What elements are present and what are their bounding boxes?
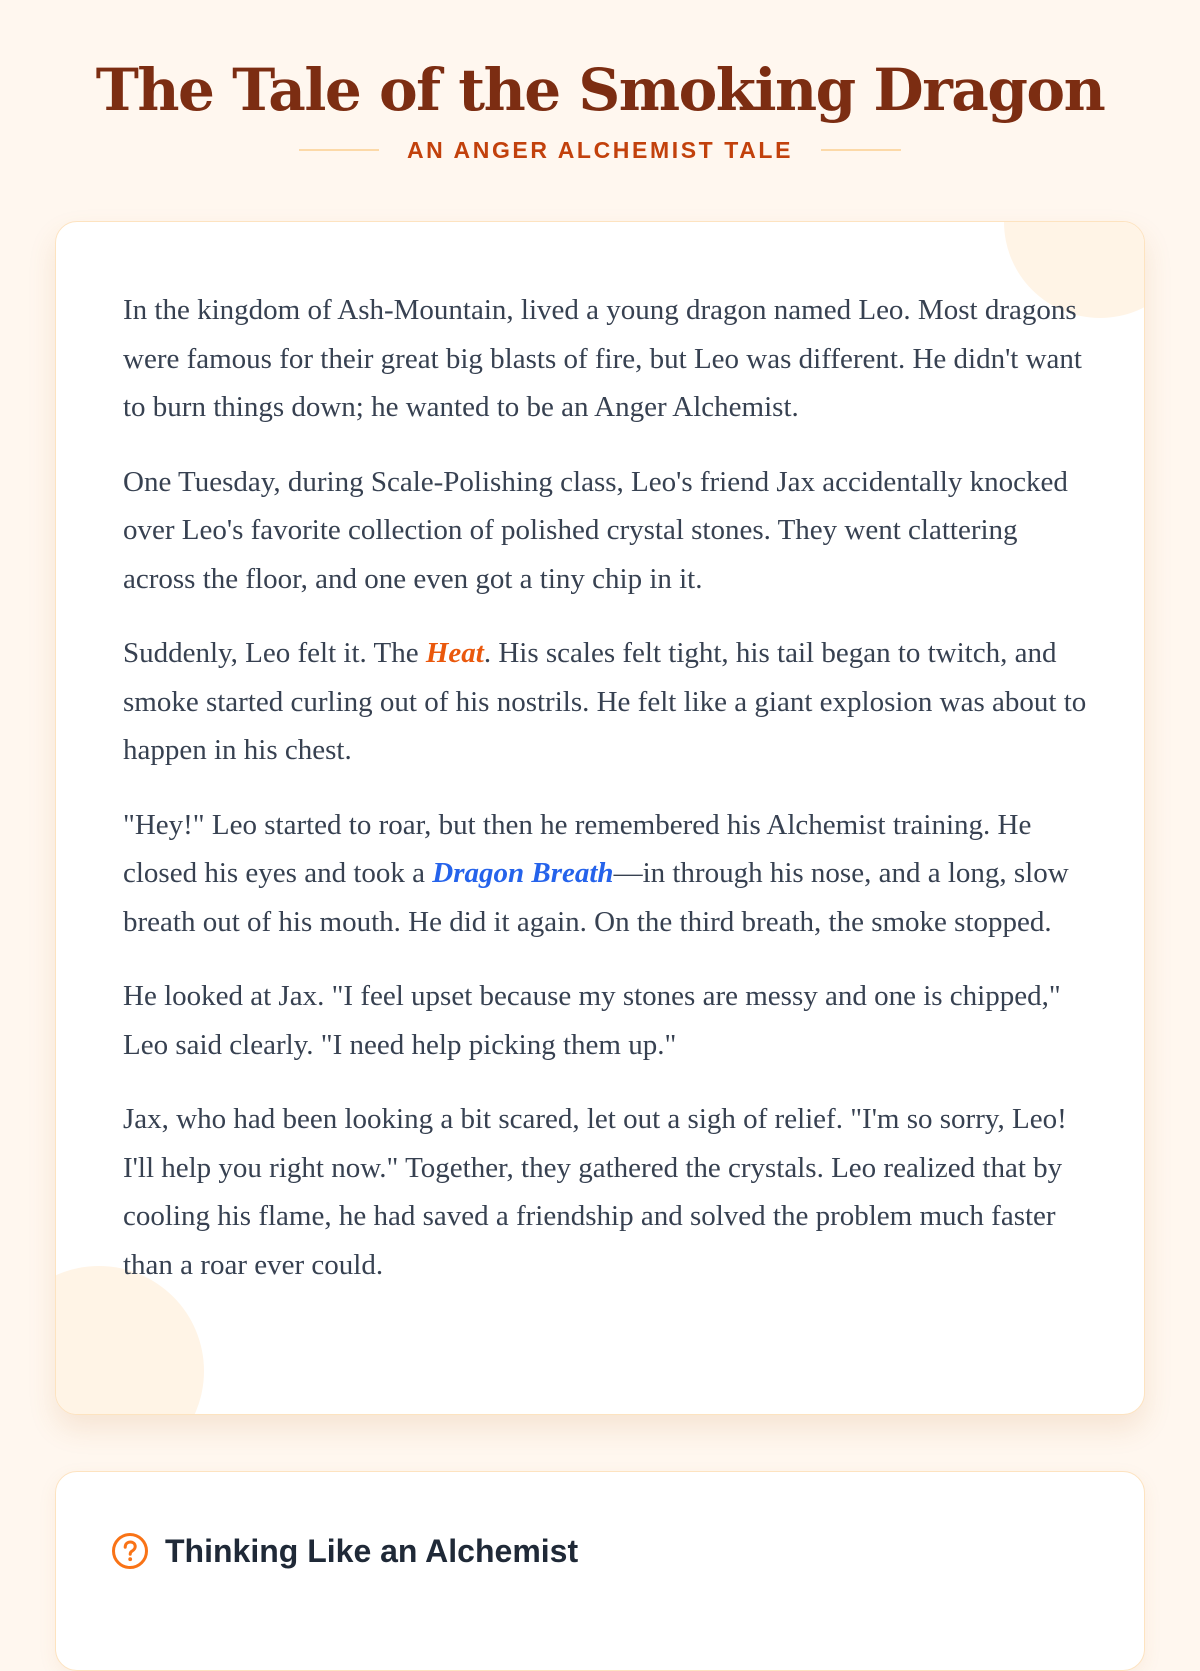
dragon-breath-keyword: Dragon Breath [432,857,614,889]
story-card [55,221,1145,1415]
story-text-segment: Suddenly, Leo felt it. The [123,637,426,669]
page-title: The Tale of the Smoking Dragon [95,56,1105,124]
heat-keyword: Heat [425,637,484,669]
questions-title: Thinking Like an Alchemist [165,1532,579,1569]
story-text-segment: "Hey!" Leo started to roar, but then he remembered his Alchemist training. He closed his eyes and took a [123,808,1032,889]
questions-card [55,1471,1145,1671]
story-paragraph-1: In the kingdom of Ash-Mountain, lived a young dragon named Leo. Most dragons were famous for their great big blasts of fire, but Leo was different. He didn't want to burn things down; he wanted to be an Anger Alchemist. [123,294,1082,423]
subtitle-divider-left [299,149,379,151]
question-circle-icon [111,1532,149,1570]
story-text-segment: —in through his nose, and a long, slow breath out of his mouth. He did it again. On the third breath, the smoke stopped. [123,857,1069,938]
story-paragraph-4 [123,801,1093,947]
story-paragraph-6: Jax, who had been looking a bit scared, let out a sigh of relief. "I'm so sorry, Leo! I'll help you right now." Together, they gathered the crystals. Leo realized that by cooling his flame, he had saved a friendship and solved the problem much faster than a roar ever could. [123,1103,1067,1281]
story-text [123,286,1093,1289]
subtitle-divider-right [821,149,901,151]
story-paragraph-5: He looked at Jax. "I feel upset because my stones are messy and one is chipped," Leo said clearly. "I need help picking them up." [123,980,1061,1061]
subtitle-row [0,132,1200,168]
page-subtitle: AN ANGER ALCHEMIST TALE [406,136,794,163]
story-text-segment: . His scales felt tight, his tail began to twitch, and smoke started curling out of his nostrils. He felt like a giant explosion was about to happen in his chest. [123,637,1087,766]
questions-header [111,1532,578,1570]
story-paragraph-2: One Tuesday, during Scale-Polishing class, Leo's friend Jax accidentally knocked over Leo's favorite collection of polished crystal stones. They went clattering across the floor, and one even got a tiny chip in it. [123,465,1068,595]
story-paragraph-3 [123,629,1093,775]
